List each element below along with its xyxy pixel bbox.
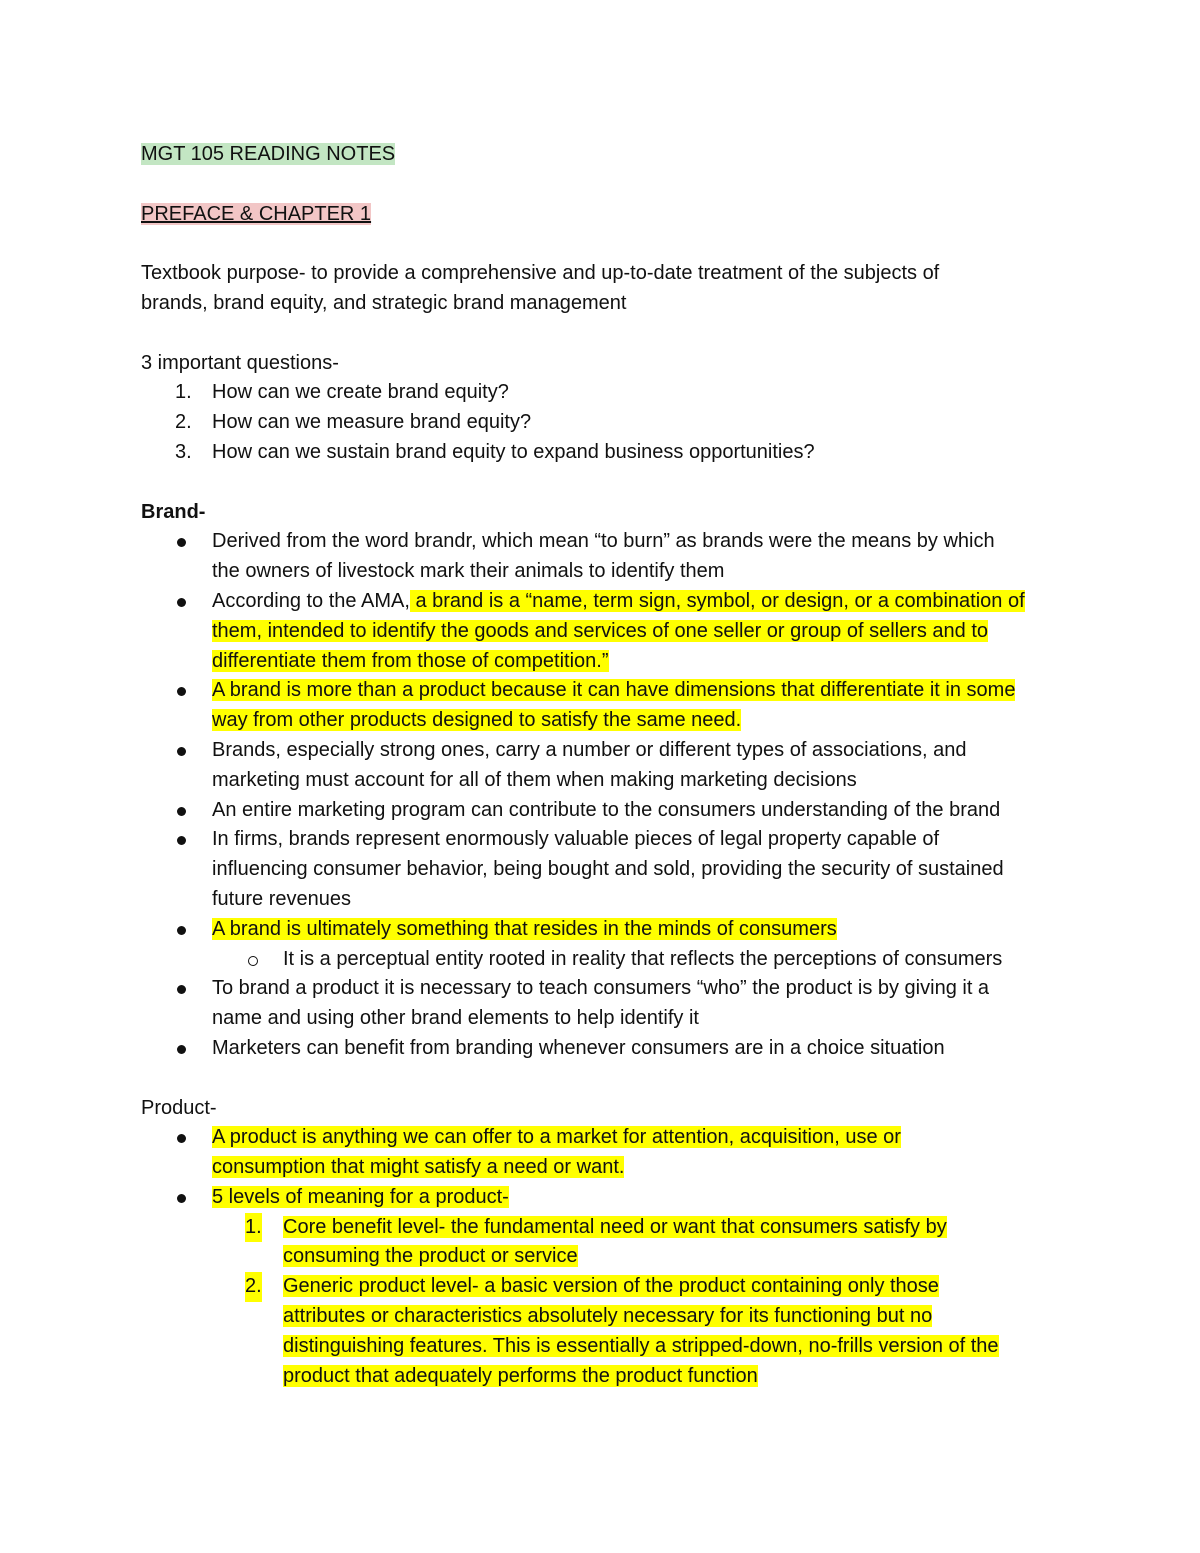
questions-heading: 3 important questions-	[141, 351, 339, 374]
numbered-item	[141, 438, 1071, 468]
bullet-dot-icon	[177, 1194, 186, 1203]
sub-bullet-item	[141, 945, 1071, 975]
spacer	[141, 170, 1071, 200]
bullet-text-highlight: consumption that might satisfy a need or want.	[212, 1156, 625, 1179]
sub-item-highlight: consuming the product or service	[283, 1245, 578, 1268]
list-item-text: How can we measure brand equity?	[212, 411, 532, 434]
spacer	[141, 229, 1071, 259]
bullet-text-line: future revenues	[212, 887, 351, 910]
bullet-item	[141, 1123, 1071, 1183]
spacer	[141, 319, 1071, 349]
spacer	[141, 468, 1071, 498]
bullet-text-line: influencing consumer behavior, being bought and sold, providing the security of sustained	[212, 858, 1004, 881]
bullet-dot-icon	[177, 807, 186, 816]
bullet-text-highlight: 5 levels of meaning for a product-	[212, 1185, 509, 1208]
list-item-text: How can we create brand equity?	[212, 381, 509, 404]
bullet-text-line: To brand a product it is necessary to teach consumers “who” the product is by giving it a	[212, 977, 990, 1000]
sub-item-highlight: product that adequately performs the product function	[283, 1364, 758, 1387]
document-title-line	[141, 140, 1071, 170]
bullet-item	[141, 974, 1071, 1034]
bullet-text-line	[141, 587, 1071, 617]
numbered-item	[141, 378, 1071, 408]
bullet-dot-icon	[177, 1045, 186, 1054]
bullet-text-line: name and using other brand elements to help identify it	[212, 1007, 699, 1030]
purpose-line-1: Textbook purpose- to provide a comprehensive and up-to-date treatment of the subjects of	[141, 262, 940, 285]
list-number: 2.	[175, 411, 192, 434]
spacer	[141, 1064, 1071, 1094]
bullet-dot-icon	[177, 747, 186, 756]
numbered-item	[141, 408, 1071, 438]
bullet-text-line	[141, 1153, 1071, 1183]
bullet-text-line	[141, 706, 1071, 736]
bullet-text-line	[141, 676, 1071, 706]
bullet-item	[141, 676, 1071, 736]
bullet-dot-icon	[177, 598, 186, 607]
bullet-text-line	[141, 915, 1071, 945]
sub-item-text-line	[141, 1242, 1071, 1272]
bullet-item	[141, 736, 1071, 796]
bullet-text-highlight: A product is anything we can offer to a market for attention, acquisition, use or	[212, 1126, 901, 1149]
bullet-text-highlight: A brand is more than a product because it can have dimensions that differentiate it in some	[212, 679, 1016, 702]
bullet-text-line: the owners of livestock mark their animals to identify them	[212, 560, 725, 583]
list-number: 1.	[175, 381, 192, 404]
bullet-text-line: Marketers can benefit from branding whenever consumers are in a choice situation	[212, 1036, 945, 1059]
bullet-text-line: Brands, especially strong ones, carry a number or different types of associations, and	[212, 738, 967, 761]
bullet-text-line: marketing must account for all of them when making marketing decisions	[212, 768, 857, 791]
bullet-text-line: In firms, brands represent enormously valuable pieces of legal property capable of	[212, 828, 940, 851]
bullet-text-highlight: way from other products designed to satisfy the same need.	[212, 709, 742, 732]
numbered-sub-item	[141, 1213, 1071, 1273]
sub-item-text-line	[141, 1332, 1071, 1362]
document-title: MGT 105 READING NOTES	[141, 143, 396, 165]
bullet-item	[141, 796, 1071, 826]
product-heading: Product-	[141, 1096, 217, 1119]
bullet-text-highlight: them, intended to identify the goods and services of one seller or group of sellers and to	[212, 619, 989, 642]
list-number: 1.	[245, 1213, 262, 1243]
sub-item-highlight: distinguishing features. This is essentially a stripped-down, no-frills version of the	[283, 1334, 999, 1357]
bullet-text-highlight: A brand is ultimately something that resides in the minds of consumers	[212, 917, 837, 940]
bullet-text-line: Derived from the word brandr, which mean “to burn” as brands were the means by which	[212, 530, 995, 553]
bullet-text-highlight: a brand is a “name, term sign, symbol, or design, or a combination of	[409, 589, 1025, 612]
list-number: 2.	[245, 1272, 262, 1302]
bullet-item	[141, 1034, 1071, 1064]
bullet-text-line	[141, 617, 1071, 647]
purpose-line-2: brands, brand equity, and strategic brand management	[141, 291, 627, 314]
bullet-text-line	[141, 1183, 1071, 1213]
bullet-dot-icon	[177, 926, 186, 935]
bullet-text-highlight: differentiate them from those of competition.”	[212, 649, 609, 672]
sub-bullet-text-line: It is a perceptual entity rooted in reality that reflects the perceptions of consumers	[283, 947, 1003, 970]
numbered-sub-item	[141, 1272, 1071, 1391]
bullet-text-line	[141, 1123, 1071, 1153]
list-item-text: How can we sustain brand equity to expand business opportunities?	[212, 440, 815, 463]
bullet-text-plain: According to the AMA,	[212, 589, 410, 612]
bullet-text-line: An entire marketing program can contribute to the consumers understanding of the brand	[212, 798, 1001, 821]
brand-heading: Brand-	[141, 500, 206, 523]
bullet-item	[141, 825, 1071, 914]
sub-item-highlight: attributes or characteristics absolutely necessary for its functioning but no	[283, 1305, 933, 1328]
sub-item-text-line	[141, 1302, 1071, 1332]
sub-item-text-line	[141, 1272, 1071, 1302]
bullet-item	[141, 915, 1071, 945]
section-heading-line	[141, 200, 1071, 230]
hollow-bullet-icon	[248, 956, 258, 966]
bullet-item	[141, 587, 1071, 676]
section-heading: PREFACE & CHAPTER 1	[141, 202, 372, 225]
sub-item-text-line	[141, 1213, 1071, 1243]
list-number: 3.	[175, 440, 192, 463]
bullet-text-line	[141, 647, 1071, 677]
sub-item-highlight: Core benefit level- the fundamental need or want that consumers satisfy by	[283, 1215, 947, 1238]
sub-item-highlight: Generic product level- a basic version of the product containing only those	[283, 1275, 939, 1298]
bullet-item	[141, 527, 1071, 587]
document-page	[141, 140, 1071, 1391]
sub-item-text-line	[141, 1362, 1071, 1392]
bullet-item	[141, 1183, 1071, 1213]
